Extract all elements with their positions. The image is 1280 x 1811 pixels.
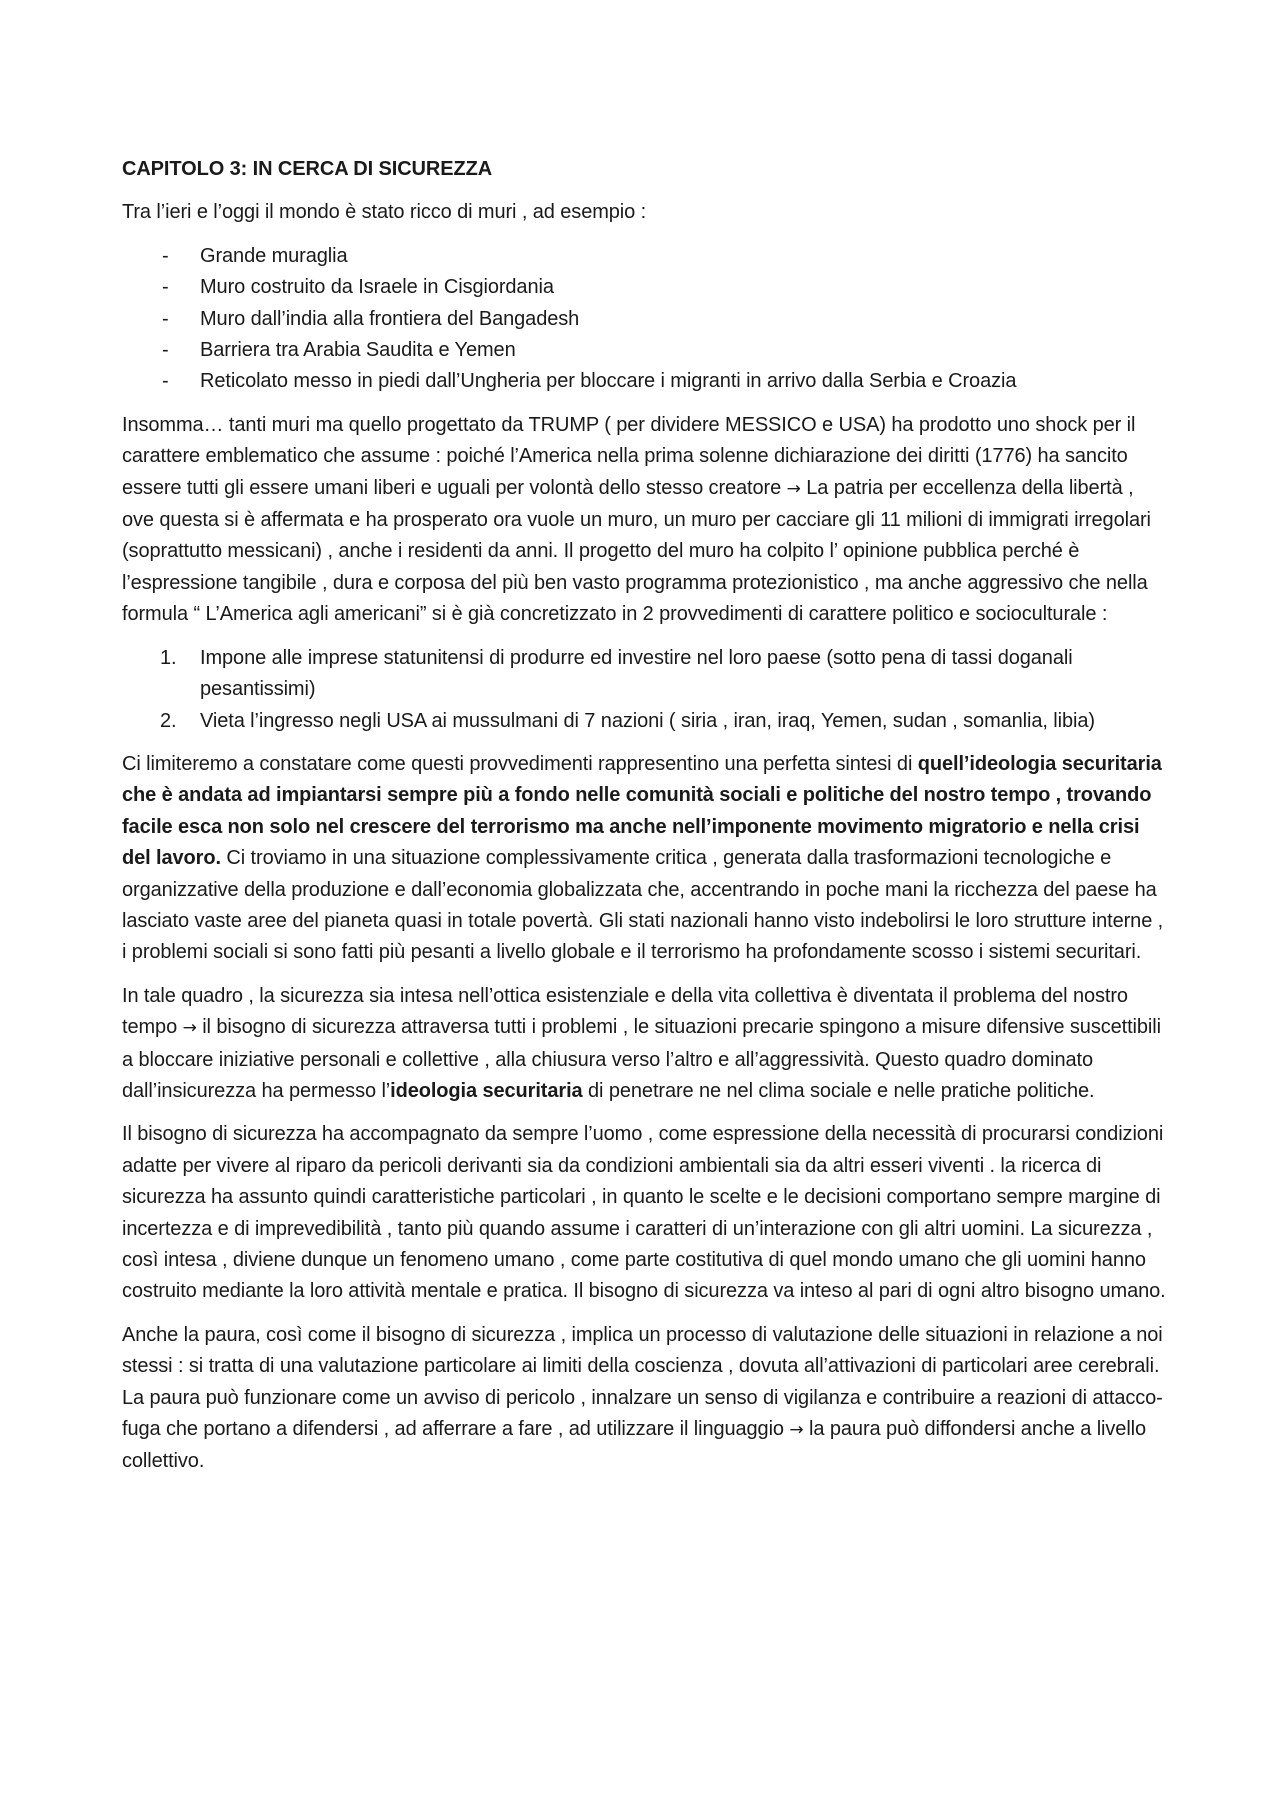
trump-wall-paragraph: Insomma… tanti muri ma quello progettato da TRUMP ( per dividere MESSICO e USA) ha prodotto uno shock per il carattere emblematico che assume : poiché l’America nella prima solenne dichiarazione dei diritti (1776) ha sancito essere tutti gli essere umani liberi e uguali per volontà dello stesso creatore → La patria per eccellenza della libertà , ove questa si è affermata e ha prosperato ora vuole un muro, un muro per cacciare gli 11 milioni di immigrati irregolari (soprattutto messicani) , anche i residenti da anni. Il progetto del muro ha colpito l’ opinione pubblica perché è l’espressione tangibile , dura e corposa del più ben vasto programma protezionistico , ma anche aggressivo che nella formula “ L’America agli americani” si è già concretizzato in 2 provvedimenti di carattere politico e socioculturale : xyxy=(122,413,1151,626)
bullet-dash: - xyxy=(162,276,169,299)
bullet-dash: - xyxy=(162,370,169,393)
arrow-right-icon: → xyxy=(182,1018,197,1039)
bullet-dash: - xyxy=(162,339,169,362)
security-context-paragraph: In tale quadro , la sicurezza sia intesa nell’ottica esistenziale e della vita collettiva è diventata il problema del nostro tempo → il bisogno di sicurezza attraversa tutti i problemi , le situazioni precarie spingono a misure difensive suscettibili a bloccare iniziative personali e collettive , alla chiusura verso l’altro e all’aggressività. Questo quadro dominato dall’insicurezza ha permesso l’ideologia securitaria di penetrare ne nel clima sociale e nelle pratiche politiche. xyxy=(122,984,1161,1102)
list-item: 1. Impone alle imprese statunitensi di produrre ed investire nel loro paese (sotto pena di tassi doganali pesantissimi) xyxy=(122,643,1167,706)
list-number: 2. xyxy=(160,709,177,732)
bold-highlight: quell’ideologia securitaria che è andata ad impiantarsi sempre più a fondo nelle comunità sociali e politiche del nostro tempo , trovando facile esca non solo nel crescere del terrorismo ma anche nell’imponente movimento migratorio e nella crisi del lavoro. xyxy=(122,752,1162,870)
list-item: - Muro dall’india alla frontiera del Bangadesh xyxy=(122,304,1167,335)
arrow-right-icon: → xyxy=(789,1420,804,1441)
document-page xyxy=(122,154,1167,1490)
list-item: - Barriera tra Arabia Saudita e Yemen xyxy=(122,335,1167,366)
ideology-paragraph: Ci limiteremo a constatare come questi provvedimenti rappresentino una perfetta sintesi di quell’ideologia securitaria che è andata ad impiantarsi sempre più a fondo nelle comunità sociali e politiche del nostro tempo , trovando facile esca non solo nel crescere del terrorismo ma anche nell’imponente movimento migratorio e nella crisi del lavoro. Ci troviamo in una situazione complessivamente critica , generata dalla trasformazioni tecnologiche e organizzative della produzione e dall’economia globalizzata che, accentrando in poche mani la ricchezza del paese ha lasciato vaste aree del pianeta quasi in totale povertà. Gli stati nazionali hanno visto indebolirsi le loro strutture interne , i problemi sociali si sono fatti più pesanti a livello globale e il terrorismo ha profondamente scosso i sistemi securitari. xyxy=(122,752,1164,964)
list-item: 2. Vieta l’ingresso negli USA ai mussulmani di 7 nazioni ( siria , iran, iraq, Yemen, sudan , somanlia, libia) xyxy=(122,706,1167,737)
intro-paragraph: Tra l’ieri e l’oggi il mondo è stato ricco di muri , ad esempio : xyxy=(122,201,647,224)
arrow-right-icon: → xyxy=(786,478,801,499)
bold-highlight: ideologia securitaria xyxy=(390,1079,583,1102)
list-item: - Grande muraglia xyxy=(122,241,1167,272)
chapter-title: CAPITOLO 3: IN CERCA DI SICUREZZA xyxy=(122,158,493,180)
list-item: - Reticolato messo in piedi dall’Ungheria per bloccare i migranti in arrivo dalla Serbia e Croazia xyxy=(122,366,1167,397)
measures-list xyxy=(122,643,1167,737)
list-item: - Muro costruito da Israele in Cisgiordania xyxy=(122,272,1167,303)
security-need-paragraph: Il bisogno di sicurezza ha accompagnato da sempre l’uomo , come espressione della necessità di procurarsi condizioni adatte per vivere al riparo da pericoli derivanti sia da condizioni ambientali sia da altri esseri viventi . la ricerca di sicurezza ha assunto quindi caratteristiche particolari , in quanto le scelte e le decisioni comportano sempre margine di incertezza e di imprevedibilità , tanto più quando assume i caratteri di un’interazione con gli altri uomini. La sicurezza , così intesa , diviene dunque un fenomeno umano , come parte costitutiva di quel mondo umano che gli uomini hanno costruito mediante la loro attività mentale e pratica. Il bisogno di sicurezza va inteso al pari di ogni altro bisogno umano. xyxy=(122,1123,1166,1303)
fear-paragraph: Anche la paura, così come il bisogno di sicurezza , implica un processo di valutazione delle situazioni in relazione a noi stessi : si tratta di una valutazione particolare ai limiti della coscienza , dovuta all’attivazioni di particolari aree cerebrali. La paura può funzionare come un avviso di pericolo , innalzare un senso di vigilanza e contribuire a reazioni di attacco- fuga che portano a difendersi , ad afferrare a fare , ad utilizzare il linguaggio → la paura può diffondersi anche a livello collettivo. xyxy=(122,1323,1163,1473)
bullet-dash: - xyxy=(162,244,169,267)
bullet-dash: - xyxy=(162,307,169,330)
list-number: 1. xyxy=(160,646,177,669)
walls-list xyxy=(122,241,1167,398)
